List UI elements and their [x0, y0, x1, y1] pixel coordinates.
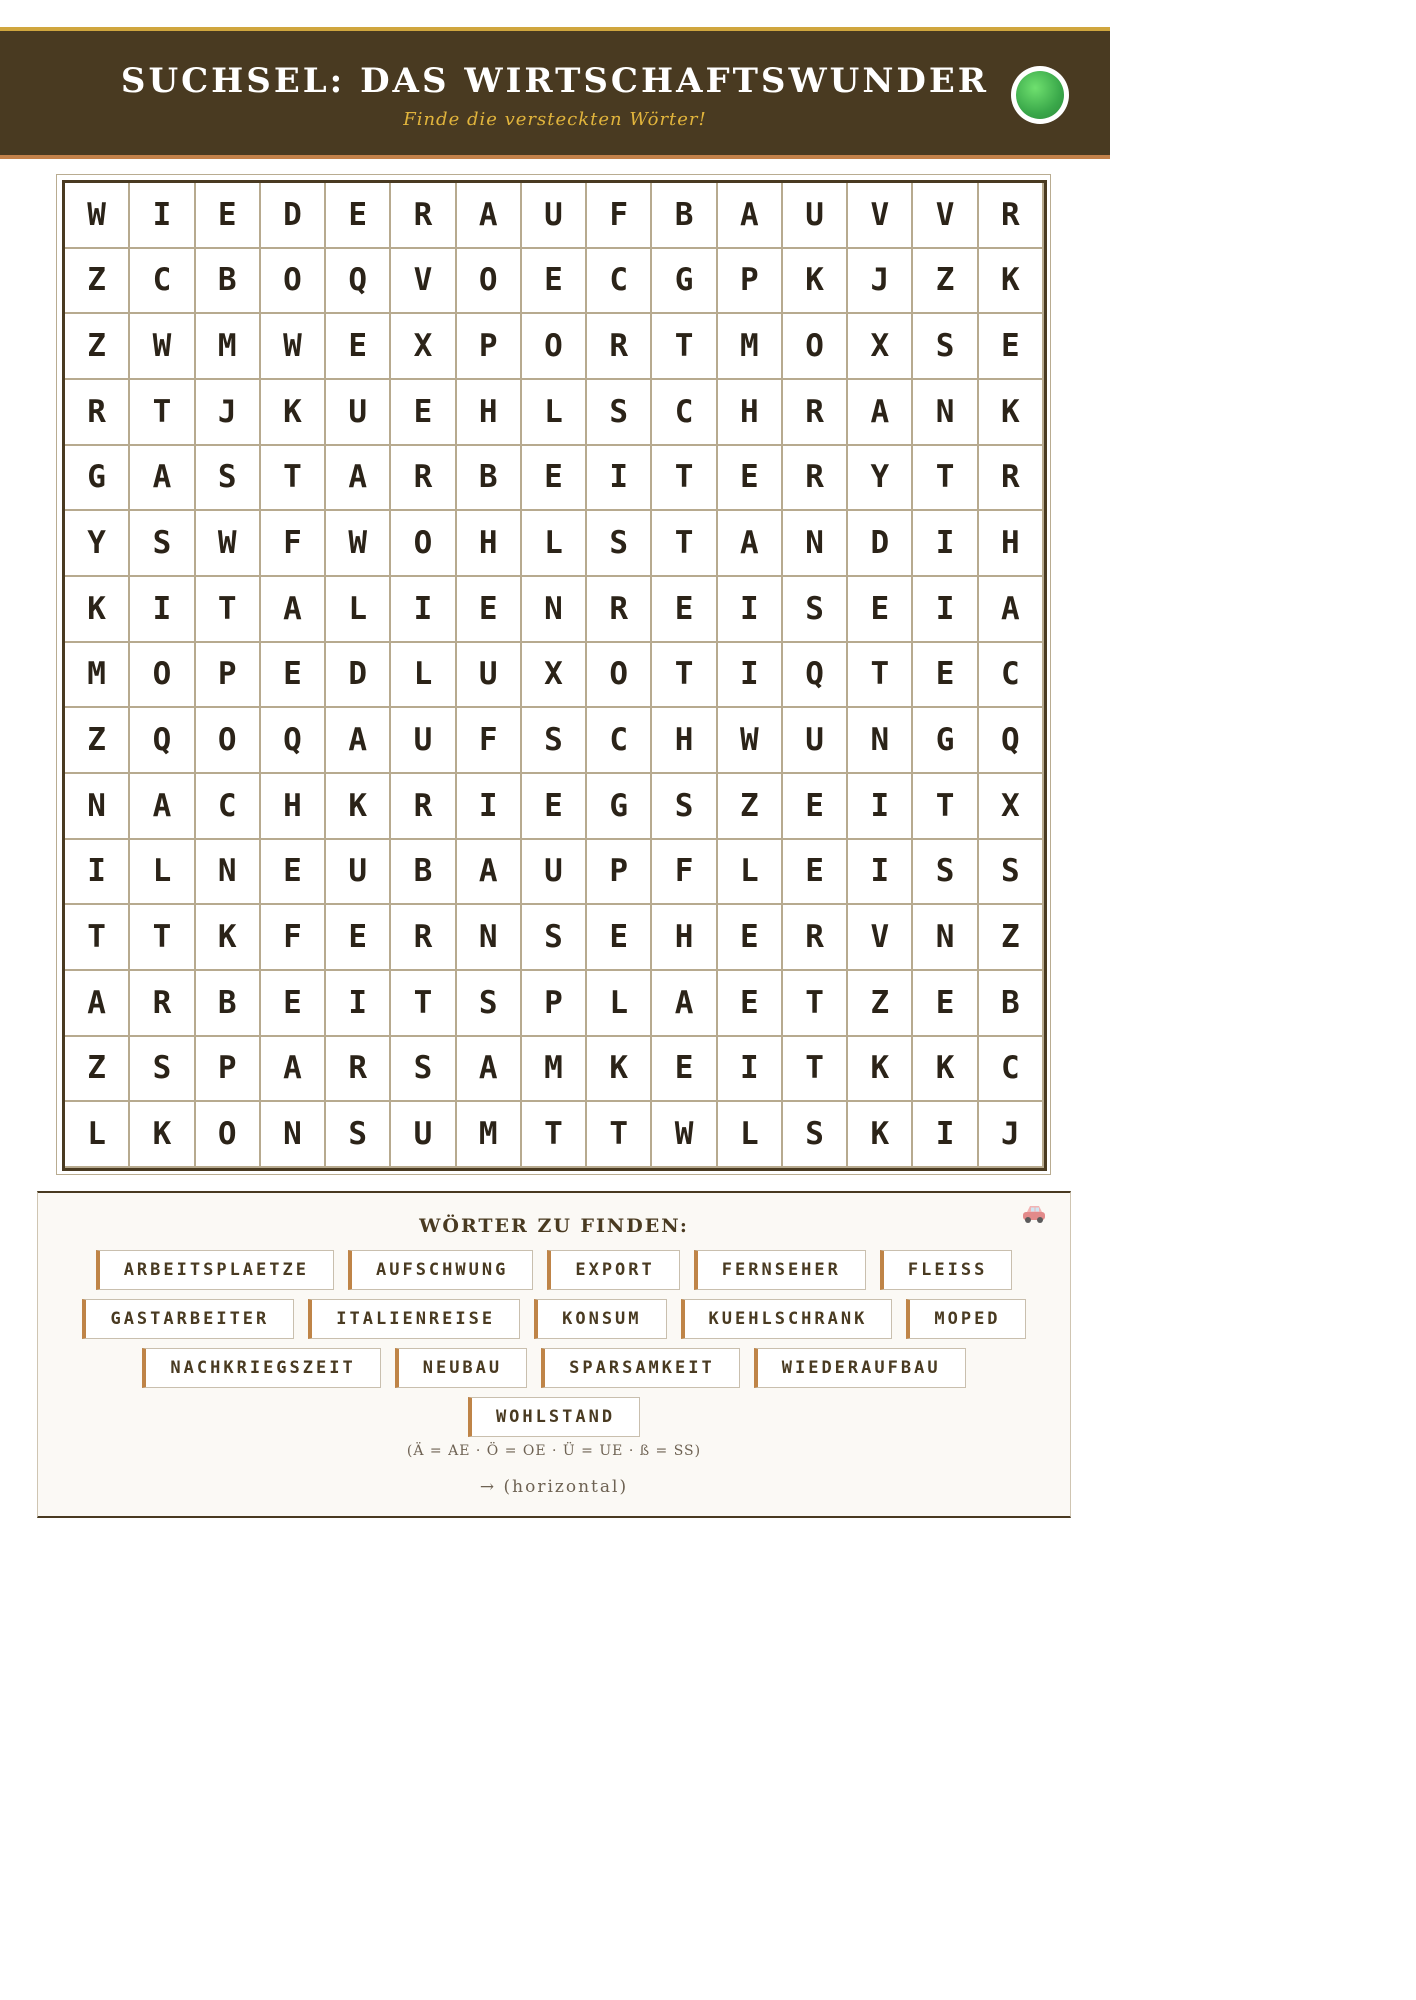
- grid-cell[interactable]: I: [718, 643, 781, 707]
- grid-cell[interactable]: E: [261, 840, 324, 904]
- grid-cell[interactable]: K: [979, 380, 1042, 444]
- word-chip: FLEISS: [880, 1250, 1012, 1290]
- grid-cell[interactable]: X: [391, 314, 454, 378]
- grid-cell[interactable]: I: [913, 511, 976, 575]
- page-subtitle: Finde die versteckten Wörter!: [403, 109, 707, 130]
- grid-cell[interactable]: U: [391, 1102, 454, 1166]
- grid-cell[interactable]: H: [457, 511, 520, 575]
- grid-cell[interactable]: B: [457, 446, 520, 510]
- grid-cell[interactable]: T: [196, 577, 259, 641]
- grid-cell[interactable]: S: [522, 905, 585, 969]
- status-indicator-light: [1016, 71, 1064, 119]
- grid-cell[interactable]: G: [913, 708, 976, 772]
- grid-cell[interactable]: N: [261, 1102, 324, 1166]
- grid-cell[interactable]: F: [261, 511, 324, 575]
- grid-cell[interactable]: E: [522, 249, 585, 313]
- word-chip: ARBEITSPLAETZE: [96, 1250, 334, 1290]
- grid-cell[interactable]: E: [718, 446, 781, 510]
- word-chip: NACHKRIEGSZEIT: [142, 1348, 380, 1388]
- grid-cell[interactable]: A: [457, 1037, 520, 1101]
- word-chip: GASTARBEITER: [82, 1299, 294, 1339]
- grid-cell[interactable]: H: [718, 380, 781, 444]
- grid-cell[interactable]: R: [587, 314, 650, 378]
- grid-cell[interactable]: Z: [65, 249, 128, 313]
- grid-cell[interactable]: J: [848, 249, 911, 313]
- grid-cell[interactable]: E: [261, 971, 324, 1035]
- grid-cell[interactable]: Y: [65, 511, 128, 575]
- grid-cell[interactable]: T: [652, 446, 715, 510]
- grid-cell[interactable]: F: [457, 708, 520, 772]
- grid-cell[interactable]: Q: [261, 708, 324, 772]
- grid-cell[interactable]: I: [130, 577, 193, 641]
- grid-cell[interactable]: N: [913, 905, 976, 969]
- grid-cell[interactable]: E: [196, 183, 259, 247]
- grid-cell[interactable]: H: [979, 511, 1042, 575]
- grid-cell[interactable]: P: [522, 971, 585, 1035]
- car-icon: [1020, 1203, 1048, 1225]
- grid-cell[interactable]: A: [652, 971, 715, 1035]
- grid-cell[interactable]: D: [326, 643, 389, 707]
- grid-cell[interactable]: X: [848, 314, 911, 378]
- word-chip: KUEHLSCHRANK: [681, 1299, 893, 1339]
- grid-cell[interactable]: J: [979, 1102, 1042, 1166]
- grid-cell[interactable]: E: [718, 971, 781, 1035]
- grid-cell[interactable]: K: [261, 380, 324, 444]
- grid-cell[interactable]: E: [848, 577, 911, 641]
- grid-cell[interactable]: R: [65, 380, 128, 444]
- grid-cell[interactable]: Z: [65, 1037, 128, 1101]
- grid-cell[interactable]: Z: [718, 774, 781, 838]
- header-banner: [0, 27, 1110, 159]
- grid-cell[interactable]: W: [65, 183, 128, 247]
- grid-cell[interactable]: R: [783, 905, 846, 969]
- grid-cell[interactable]: A: [261, 577, 324, 641]
- grid-cell[interactable]: M: [718, 314, 781, 378]
- grid-cell[interactable]: T: [130, 905, 193, 969]
- grid-cell[interactable]: L: [130, 840, 193, 904]
- grid-cell[interactable]: R: [979, 183, 1042, 247]
- grid-cell[interactable]: T: [391, 971, 454, 1035]
- grid-cell[interactable]: Z: [979, 905, 1042, 969]
- grid-cell[interactable]: A: [65, 971, 128, 1035]
- word-chip: WIEDERAUFBAU: [754, 1348, 966, 1388]
- grid-cell[interactable]: V: [913, 183, 976, 247]
- grid-cell[interactable]: T: [783, 971, 846, 1035]
- grid-cell[interactable]: R: [130, 971, 193, 1035]
- grid-cell[interactable]: O: [130, 643, 193, 707]
- word-chip: EXPORT: [547, 1250, 679, 1290]
- grid-cell[interactable]: R: [783, 380, 846, 444]
- grid-cell[interactable]: I: [326, 971, 389, 1035]
- grid-cell[interactable]: K: [130, 1102, 193, 1166]
- grid-cell[interactable]: A: [326, 446, 389, 510]
- grid-cell[interactable]: L: [718, 1102, 781, 1166]
- grid-cell[interactable]: E: [718, 905, 781, 969]
- grid-cell[interactable]: F: [261, 905, 324, 969]
- grid-cell[interactable]: B: [196, 971, 259, 1035]
- grid-cell[interactable]: X: [522, 643, 585, 707]
- grid-cell[interactable]: L: [326, 577, 389, 641]
- grid-cell[interactable]: H: [652, 905, 715, 969]
- grid-cell[interactable]: P: [457, 314, 520, 378]
- grid-cell[interactable]: E: [652, 1037, 715, 1101]
- grid-cell[interactable]: H: [261, 774, 324, 838]
- grid-cell[interactable]: I: [718, 577, 781, 641]
- grid-cell[interactable]: O: [196, 708, 259, 772]
- puzzle-border: [62, 180, 1047, 1171]
- grid-cell[interactable]: U: [326, 840, 389, 904]
- puzzle-frame: [56, 174, 1051, 1175]
- grid-cell[interactable]: Z: [848, 971, 911, 1035]
- grid-cell[interactable]: M: [65, 643, 128, 707]
- grid-cell[interactable]: P: [196, 1037, 259, 1101]
- grid-cell[interactable]: V: [391, 249, 454, 313]
- grid-cell[interactable]: Q: [326, 249, 389, 313]
- grid-cell[interactable]: B: [391, 840, 454, 904]
- grid-cell[interactable]: L: [65, 1102, 128, 1166]
- grid-cell[interactable]: E: [457, 577, 520, 641]
- grid-cell[interactable]: E: [913, 971, 976, 1035]
- grid-cell[interactable]: S: [783, 577, 846, 641]
- grid-cell[interactable]: K: [848, 1037, 911, 1101]
- grid-cell[interactable]: O: [522, 314, 585, 378]
- word-list-title: WÖRTER ZU FINDEN:: [419, 1215, 689, 1237]
- grid-cell[interactable]: K: [783, 249, 846, 313]
- umlaut-legend: (Ä = AE · Ö = OE · Ü = UE · ß = SS): [406, 1443, 702, 1459]
- page-title: SUCHSEL: DAS WIRTSCHAFTSWUNDER: [120, 61, 990, 101]
- grid-cell[interactable]: S: [391, 1037, 454, 1101]
- grid-cell[interactable]: U: [457, 643, 520, 707]
- grid-cell[interactable]: E: [783, 774, 846, 838]
- grid-cell[interactable]: L: [718, 840, 781, 904]
- grid-cell[interactable]: T: [652, 511, 715, 575]
- grid-cell[interactable]: T: [261, 446, 324, 510]
- grid-cell[interactable]: F: [587, 183, 650, 247]
- grid-cell[interactable]: R: [783, 446, 846, 510]
- grid-cell[interactable]: I: [457, 774, 520, 838]
- grid-cell[interactable]: O: [196, 1102, 259, 1166]
- grid-cell[interactable]: F: [652, 840, 715, 904]
- grid-cell[interactable]: U: [391, 708, 454, 772]
- grid-cell[interactable]: T: [913, 446, 976, 510]
- grid-cell[interactable]: Q: [783, 643, 846, 707]
- grid-cell[interactable]: Z: [65, 314, 128, 378]
- direction-hint: → (horizontal): [479, 1477, 629, 1497]
- grid-cell[interactable]: B: [979, 971, 1042, 1035]
- grid-cell[interactable]: N: [848, 708, 911, 772]
- grid-cell[interactable]: A: [130, 446, 193, 510]
- grid-cell[interactable]: M: [457, 1102, 520, 1166]
- grid-cell[interactable]: C: [196, 774, 259, 838]
- grid-cell[interactable]: S: [979, 840, 1042, 904]
- grid-cell[interactable]: E: [326, 183, 389, 247]
- grid-cell[interactable]: A: [326, 708, 389, 772]
- grid-cell[interactable]: K: [848, 1102, 911, 1166]
- grid-cell[interactable]: M: [522, 1037, 585, 1101]
- grid-cell[interactable]: T: [130, 380, 193, 444]
- grid-cell[interactable]: K: [979, 249, 1042, 313]
- word-chip: MOPED: [906, 1299, 1025, 1339]
- word-chip: NEUBAU: [395, 1348, 527, 1388]
- grid-cell[interactable]: I: [848, 774, 911, 838]
- grid-cell[interactable]: I: [913, 577, 976, 641]
- grid-cell[interactable]: Z: [65, 708, 128, 772]
- grid-cell[interactable]: P: [718, 249, 781, 313]
- grid-cell[interactable]: O: [783, 314, 846, 378]
- grid-cell[interactable]: Z: [913, 249, 976, 313]
- grid-cell[interactable]: S: [783, 1102, 846, 1166]
- grid-cell[interactable]: W: [261, 314, 324, 378]
- grid-cell[interactable]: U: [522, 840, 585, 904]
- grid-cell[interactable]: X: [979, 774, 1042, 838]
- word-chip: WOHLSTAND: [468, 1397, 640, 1437]
- grid-cell[interactable]: U: [783, 183, 846, 247]
- grid-cell[interactable]: N: [65, 774, 128, 838]
- grid-cell[interactable]: L: [587, 971, 650, 1035]
- grid-cell[interactable]: P: [587, 840, 650, 904]
- grid-cell[interactable]: R: [326, 1037, 389, 1101]
- grid-cell[interactable]: S: [130, 511, 193, 575]
- grid-cell[interactable]: W: [652, 1102, 715, 1166]
- grid-cell[interactable]: R: [587, 577, 650, 641]
- word-chip: FERNSEHER: [694, 1250, 866, 1290]
- grid-cell[interactable]: T: [652, 643, 715, 707]
- grid-cell[interactable]: C: [979, 1037, 1042, 1101]
- grid-cell[interactable]: O: [261, 249, 324, 313]
- grid-cell[interactable]: T: [65, 905, 128, 969]
- grid-cell[interactable]: C: [979, 643, 1042, 707]
- grid-cell[interactable]: C: [130, 249, 193, 313]
- grid-cell[interactable]: O: [391, 511, 454, 575]
- grid-cell[interactable]: O: [587, 643, 650, 707]
- grid-cell[interactable]: R: [391, 774, 454, 838]
- word-chips: [68, 1250, 1040, 1437]
- grid-cell[interactable]: D: [848, 511, 911, 575]
- grid-cell[interactable]: A: [979, 577, 1042, 641]
- grid-cell[interactable]: E: [652, 577, 715, 641]
- grid-cell[interactable]: L: [391, 643, 454, 707]
- grid-cell[interactable]: G: [587, 774, 650, 838]
- grid-cell[interactable]: I: [587, 446, 650, 510]
- grid-cell[interactable]: E: [979, 314, 1042, 378]
- grid-cell[interactable]: K: [913, 1037, 976, 1101]
- grid-cell[interactable]: A: [261, 1037, 324, 1101]
- grid-cell[interactable]: W: [326, 511, 389, 575]
- grid-cell[interactable]: I: [391, 577, 454, 641]
- grid-cell[interactable]: I: [65, 840, 128, 904]
- grid-cell[interactable]: Q: [979, 708, 1042, 772]
- grid-cell[interactable]: O: [457, 249, 520, 313]
- grid-cell[interactable]: B: [196, 249, 259, 313]
- grid-cell[interactable]: I: [913, 1102, 976, 1166]
- grid-cell[interactable]: S: [130, 1037, 193, 1101]
- grid-cell[interactable]: A: [718, 183, 781, 247]
- grid-cell[interactable]: S: [457, 971, 520, 1035]
- grid-cell[interactable]: K: [587, 1037, 650, 1101]
- grid-cell[interactable]: S: [522, 708, 585, 772]
- grid-cell[interactable]: S: [326, 1102, 389, 1166]
- grid-cell[interactable]: C: [587, 249, 650, 313]
- grid-cell[interactable]: A: [718, 511, 781, 575]
- word-chip: ITALIENREISE: [308, 1299, 520, 1339]
- grid-cell[interactable]: K: [65, 577, 128, 641]
- grid-cell[interactable]: T: [913, 774, 976, 838]
- grid-cell[interactable]: V: [848, 905, 911, 969]
- grid-cell[interactable]: E: [391, 380, 454, 444]
- grid-cell[interactable]: Q: [130, 708, 193, 772]
- grid-cell[interactable]: A: [848, 380, 911, 444]
- grid-cell[interactable]: E: [326, 905, 389, 969]
- grid-cell[interactable]: N: [196, 840, 259, 904]
- grid-cell[interactable]: P: [196, 643, 259, 707]
- grid-cell[interactable]: R: [391, 183, 454, 247]
- grid-cell[interactable]: W: [718, 708, 781, 772]
- grid-cell[interactable]: N: [522, 577, 585, 641]
- grid-cell[interactable]: E: [261, 643, 324, 707]
- grid-cell[interactable]: E: [587, 905, 650, 969]
- grid-cell[interactable]: E: [783, 840, 846, 904]
- grid-cell[interactable]: G: [652, 249, 715, 313]
- status-indicator-icon: [1011, 66, 1069, 124]
- word-list-panel: [37, 1191, 1071, 1518]
- grid-cell[interactable]: E: [913, 643, 976, 707]
- grid-cell[interactable]: W: [130, 314, 193, 378]
- grid-cell[interactable]: N: [457, 905, 520, 969]
- grid-cell[interactable]: U: [522, 183, 585, 247]
- grid-cell[interactable]: S: [652, 774, 715, 838]
- grid-cell[interactable]: H: [457, 380, 520, 444]
- grid-cell[interactable]: A: [457, 183, 520, 247]
- grid-cell[interactable]: A: [130, 774, 193, 838]
- grid-cell[interactable]: A: [457, 840, 520, 904]
- grid-cell[interactable]: I: [848, 840, 911, 904]
- grid-cell[interactable]: Y: [848, 446, 911, 510]
- grid-cell[interactable]: H: [652, 708, 715, 772]
- grid-cell[interactable]: S: [587, 511, 650, 575]
- grid-cell[interactable]: W: [196, 511, 259, 575]
- grid-cell[interactable]: T: [783, 1037, 846, 1101]
- grid-cell[interactable]: D: [261, 183, 324, 247]
- grid-cell[interactable]: S: [913, 840, 976, 904]
- letter-grid: [65, 183, 1044, 1168]
- grid-cell[interactable]: M: [196, 314, 259, 378]
- grid-cell[interactable]: J: [196, 380, 259, 444]
- grid-cell[interactable]: K: [326, 774, 389, 838]
- grid-cell[interactable]: S: [196, 446, 259, 510]
- grid-cell[interactable]: T: [848, 643, 911, 707]
- grid-cell[interactable]: E: [522, 774, 585, 838]
- grid-cell[interactable]: T: [652, 314, 715, 378]
- grid-cell[interactable]: T: [587, 1102, 650, 1166]
- grid-cell[interactable]: U: [783, 708, 846, 772]
- grid-cell[interactable]: V: [848, 183, 911, 247]
- grid-cell[interactable]: I: [718, 1037, 781, 1101]
- grid-cell[interactable]: N: [783, 511, 846, 575]
- word-chip: SPARSAMKEIT: [541, 1348, 740, 1388]
- grid-cell[interactable]: E: [522, 446, 585, 510]
- grid-cell[interactable]: L: [522, 380, 585, 444]
- grid-cell[interactable]: C: [652, 380, 715, 444]
- grid-cell[interactable]: S: [913, 314, 976, 378]
- grid-cell[interactable]: K: [196, 905, 259, 969]
- grid-cell[interactable]: R: [391, 446, 454, 510]
- grid-cell[interactable]: B: [652, 183, 715, 247]
- word-chip: AUFSCHWUNG: [348, 1250, 533, 1290]
- grid-cell[interactable]: G: [65, 446, 128, 510]
- grid-cell[interactable]: R: [391, 905, 454, 969]
- grid-cell[interactable]: N: [913, 380, 976, 444]
- grid-cell[interactable]: T: [522, 1102, 585, 1166]
- grid-cell[interactable]: R: [979, 446, 1042, 510]
- grid-cell[interactable]: S: [587, 380, 650, 444]
- grid-cell[interactable]: E: [326, 314, 389, 378]
- grid-cell[interactable]: U: [326, 380, 389, 444]
- word-chip: KONSUM: [534, 1299, 666, 1339]
- grid-cell[interactable]: C: [587, 708, 650, 772]
- grid-cell[interactable]: L: [522, 511, 585, 575]
- grid-cell[interactable]: I: [130, 183, 193, 247]
